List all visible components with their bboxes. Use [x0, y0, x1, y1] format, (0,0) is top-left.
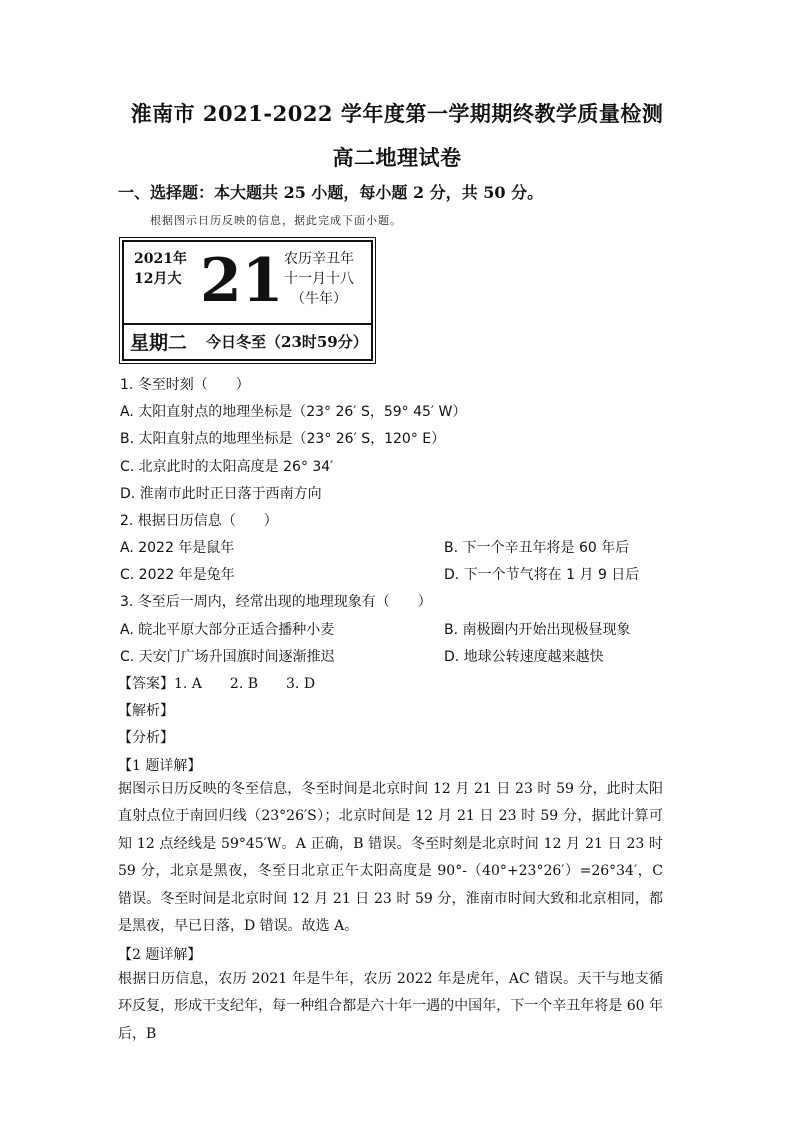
detail1-paragraph: 据图示日历反映的冬至信息，冬至时间是北京时间 12 月 21 日 23 时 59 分，此时太阳直射点位于南回归线（23°26′S）；北京时间是 12 月 21 日 23 时 59 分，据此计算可知 12 点经线是 59°45′W。A 正确，B 错误。冬至时刻是北京时间 12 月 21 日 23 时 59 分，北京是黑夜，冬至日北京正午太阳高度是 90°-（40°+23°26′）=26°34′，C 错误。冬至时间是北京时间 12 月 21 日 23 时 59 分，淮南市时间大致和北京相同，都是黑夜，早已日落，D 错误。故选 A。 [118, 781, 663, 935]
calendar-solar-term: 今日冬至（23时59分） [206, 333, 368, 351]
answer-line [118, 673, 315, 693]
calendar-lunar-year: 农历辛丑年 [284, 251, 354, 267]
question-option: A. 2022 年是鼠年 [120, 540, 235, 556]
detail2-label: 【2 题详解】 [118, 947, 202, 963]
question-option: C. 2022 年是兔年 [120, 567, 235, 583]
answer-text: 1. A 2. B 3. D [174, 676, 316, 692]
calendar-year: 2021年 [134, 251, 187, 267]
calendar-zodiac: （牛年） [291, 291, 347, 307]
question-stem: 3. 冬至后一周内，经常出现的地理现象有（ ） [120, 594, 432, 610]
question-option: B. 下一个辛丑年将是 60 年后 [444, 540, 630, 556]
calendar-lunar [274, 249, 364, 309]
question-option: A. 皖北平原大部分正适合播种小麦 [120, 622, 335, 638]
question-option: C. 北京此时的太阳高度是 26° 34′ [120, 459, 334, 475]
question-option: D. 地球公转速度越来越快 [444, 649, 604, 665]
analysis-label: 【解析】 [118, 703, 174, 719]
detail2-paragraph: 根据日历信息，农历 2021 年是牛年，农历 2022 年是虎年，AC 错误。天干与地支循环反复，形成干支纪年，每一种组合都是六十年一遇的中国年，下一个辛丑年将是 60 年后，B [118, 971, 663, 1042]
calendar-month: 12月大 [134, 271, 182, 287]
detail1-label: 【1 题详解】 [118, 758, 202, 774]
answer-label: 【答案】 [118, 676, 174, 692]
calendar-divider [124, 323, 371, 325]
question-stem: 2. 根据日历信息（ ） [120, 513, 278, 529]
calendar-lunar-date: 十一月十八 [284, 271, 354, 287]
calendar-year-month [134, 249, 187, 289]
question-option: B. 南极圈内开始出现极昼现象 [444, 622, 631, 638]
page-subtitle: 高二地理试卷 [332, 145, 462, 170]
section-intro: 根据图示日历反映的信息，据此完成下面小题。 [150, 214, 402, 227]
question-option: B. 太阳直射点的地理坐标是（23° 26′ S，120° E） [120, 431, 446, 447]
fenxi-label: 【分析】 [118, 730, 174, 746]
section-heading: 一、选择题：本大题共 25 小题，每小题 2 分，共 50 分。 [118, 183, 544, 202]
question-option: A. 太阳直射点的地理坐标是（23° 26′ S，59° 45′ W） [120, 404, 467, 420]
question-option: D. 淮南市此时正日落于西南方向 [120, 486, 322, 502]
calendar-weekday: 星期二 [130, 332, 188, 354]
calendar-day: 21 [200, 246, 284, 316]
page-title: 淮南市 2021-2022 学年度第一学期期终教学质量检测 [130, 101, 664, 126]
question-stem: 1. 冬至时刻（ ） [120, 377, 250, 393]
calendar-figure [122, 240, 373, 361]
question-option: D. 下一个节气将在 1 月 9 日后 [444, 567, 640, 583]
question-option: C. 天安门广场升国旗时间逐渐推迟 [120, 649, 335, 665]
